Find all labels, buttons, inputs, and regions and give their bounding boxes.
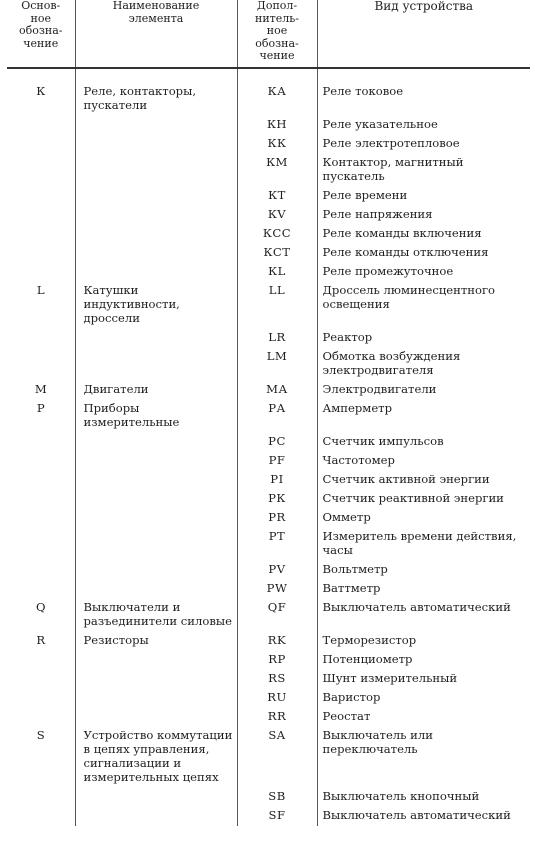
element-name-cell xyxy=(75,187,237,206)
element-name-cell xyxy=(75,329,237,348)
element-name-cell xyxy=(75,263,237,282)
additional-designation-cell: RR xyxy=(237,708,317,727)
main-designation-cell xyxy=(7,561,75,580)
device-type-cell: Реле команды включения xyxy=(317,225,530,244)
additional-designation-cell: КL xyxy=(237,263,317,282)
main-designation-cell xyxy=(7,670,75,689)
device-type-cell: Контактор, магнитный пускатель xyxy=(317,154,530,187)
device-type-cell: Выключатель автоматический xyxy=(317,599,530,632)
table-row xyxy=(7,116,530,135)
table-row xyxy=(7,263,530,282)
table-row xyxy=(7,727,530,788)
main-designation-cell xyxy=(7,348,75,381)
device-type-cell: Реле электротепловое xyxy=(317,135,530,154)
main-designation-cell xyxy=(7,452,75,471)
table-row xyxy=(7,83,530,116)
table-body xyxy=(7,68,530,826)
table-row xyxy=(7,561,530,580)
device-type-cell: Выключатель кнопочный xyxy=(317,788,530,807)
table-row xyxy=(7,509,530,528)
table-row xyxy=(7,206,530,225)
main-designation-cell xyxy=(7,225,75,244)
element-name-cell xyxy=(75,788,237,807)
main-designation-cell xyxy=(7,528,75,561)
additional-designation-cell: РF xyxy=(237,452,317,471)
table-row xyxy=(7,471,530,490)
device-type-cell: Электродвигатели xyxy=(317,381,530,400)
element-name-cell: Двигатели xyxy=(75,381,237,400)
additional-designation-cell: КСС xyxy=(237,225,317,244)
additional-designation-cell: РС xyxy=(237,433,317,452)
device-type-cell: Обмотка возбуждения электродвигателя xyxy=(317,348,530,381)
element-name-cell: Резисторы xyxy=(75,632,237,651)
additional-designation-cell: КМ xyxy=(237,154,317,187)
element-name-cell: Выключатели и разъединители силовые xyxy=(75,599,237,632)
device-type-cell: Ваттметр xyxy=(317,580,530,599)
table-row xyxy=(7,708,530,727)
device-type-cell: Частотомер xyxy=(317,452,530,471)
main-designation-cell: L xyxy=(36,282,45,297)
table-row xyxy=(7,689,530,708)
table-row xyxy=(7,807,530,826)
table-row xyxy=(7,154,530,187)
main-designation-cell xyxy=(7,263,75,282)
table-row xyxy=(7,788,530,807)
additional-designation-cell: RK xyxy=(237,632,317,651)
main-designation-cell xyxy=(7,509,75,528)
main-designation-cell xyxy=(7,807,75,826)
element-name-cell: Реле, контакторы, пускатели xyxy=(75,83,237,116)
additional-designation-cell: РА xyxy=(237,400,317,433)
table-row xyxy=(7,244,530,263)
element-name-cell: Устройство коммутации в цепях управления, сигнализации и измерительных цепях xyxy=(75,727,237,788)
additional-designation-cell: КV xyxy=(237,206,317,225)
main-designation-cell xyxy=(7,135,75,154)
main-designation-cell: R xyxy=(36,632,46,647)
element-name-cell xyxy=(75,471,237,490)
device-type-cell: Реле указательное xyxy=(317,116,530,135)
main-designation-cell xyxy=(7,206,75,225)
main-designation-cell xyxy=(7,116,75,135)
additional-designation-cell: РК xyxy=(237,490,317,509)
main-designation-cell xyxy=(7,651,75,670)
additional-designation-cell: QF xyxy=(237,599,317,632)
table-row xyxy=(7,187,530,206)
element-name-cell xyxy=(75,206,237,225)
table-header xyxy=(7,0,530,68)
additional-designation-cell: КК xyxy=(237,135,317,154)
element-name-cell xyxy=(75,689,237,708)
additional-designation-cell: SB xyxy=(237,788,317,807)
device-type-cell: Терморезистор xyxy=(317,632,530,651)
additional-designation-cell: RU xyxy=(237,689,317,708)
header-additional-designation: Допол- нитель- ное обозна- чение xyxy=(237,0,317,68)
main-designation-cell xyxy=(7,471,75,490)
table-row xyxy=(7,225,530,244)
table-row xyxy=(7,632,530,651)
device-type-cell: Вольтметр xyxy=(317,561,530,580)
element-name-cell: Катушки индуктивности, дроссели xyxy=(75,282,237,329)
additional-designation-cell: КН xyxy=(237,116,317,135)
table-row xyxy=(7,329,530,348)
device-type-cell: Измеритель времени действия, часы xyxy=(317,528,530,561)
additional-designation-cell: LL xyxy=(237,282,317,329)
additional-designation-cell: РV xyxy=(237,561,317,580)
main-designation-cell xyxy=(7,433,75,452)
element-name-cell xyxy=(75,561,237,580)
additional-designation-cell: LM xyxy=(237,348,317,381)
table-row xyxy=(7,599,530,632)
element-name-cell xyxy=(75,490,237,509)
device-type-cell: Варистор xyxy=(317,689,530,708)
device-type-cell: Реле напряжения xyxy=(317,206,530,225)
element-name-cell xyxy=(75,116,237,135)
main-designation-cell xyxy=(7,788,75,807)
table-row xyxy=(7,490,530,509)
main-designation-cell: К xyxy=(36,83,46,98)
device-type-cell: Счетчик активной энергии xyxy=(317,471,530,490)
additional-designation-cell: RS xyxy=(237,670,317,689)
additional-designation-cell: РI xyxy=(237,471,317,490)
table-row xyxy=(7,135,530,154)
table-row xyxy=(7,282,530,329)
device-type-cell: Счетчик реактивной энергии xyxy=(317,490,530,509)
main-designation-cell xyxy=(7,154,75,187)
main-designation-cell xyxy=(7,580,75,599)
element-name-cell xyxy=(75,651,237,670)
table-row xyxy=(7,651,530,670)
element-name-cell xyxy=(75,225,237,244)
main-designation-cell xyxy=(7,708,75,727)
additional-designation-cell: РТ xyxy=(237,528,317,561)
additional-designation-cell: SF xyxy=(237,807,317,826)
element-name-cell xyxy=(75,580,237,599)
device-type-cell: Реостат xyxy=(317,708,530,727)
additional-designation-cell: LR xyxy=(237,329,317,348)
main-designation-cell: Q xyxy=(35,599,46,614)
additional-designation-cell: РR xyxy=(237,509,317,528)
spacer-row xyxy=(7,68,530,83)
table-row xyxy=(7,433,530,452)
device-type-cell: Амперметр xyxy=(317,400,530,433)
header-element-name: Наименование элемента xyxy=(75,0,237,68)
main-designation-cell xyxy=(7,187,75,206)
table-row xyxy=(7,670,530,689)
device-type-cell: Счетчик импульсов xyxy=(317,433,530,452)
main-designation-cell xyxy=(7,490,75,509)
table-row xyxy=(7,528,530,561)
main-designation-cell: S xyxy=(36,727,45,742)
element-name-cell xyxy=(75,244,237,263)
table-row xyxy=(7,381,530,400)
element-name-cell xyxy=(75,708,237,727)
additional-designation-cell: КТ xyxy=(237,187,317,206)
main-designation-cell: Р xyxy=(36,400,45,415)
element-name-cell xyxy=(75,154,237,187)
element-name-cell xyxy=(75,670,237,689)
additional-designation-cell: РW xyxy=(237,580,317,599)
main-designation-cell xyxy=(7,689,75,708)
header-main-designation: Основ- ное обозна- чение xyxy=(7,0,75,68)
element-name-cell: Приборы измерительные xyxy=(75,400,237,433)
element-name-cell xyxy=(75,509,237,528)
element-name-cell xyxy=(75,528,237,561)
table-row xyxy=(7,580,530,599)
device-type-cell: Реле промежуточное xyxy=(317,263,530,282)
table-row xyxy=(7,400,530,433)
table-row xyxy=(7,348,530,381)
main-designation-cell xyxy=(7,244,75,263)
device-type-cell: Шунт измерительный xyxy=(317,670,530,689)
additional-designation-cell: МА xyxy=(237,381,317,400)
element-name-cell xyxy=(75,348,237,381)
device-type-cell: Выключатель автоматический xyxy=(317,807,530,826)
device-type-cell: Реактор xyxy=(317,329,530,348)
element-name-cell xyxy=(75,807,237,826)
element-name-cell xyxy=(75,433,237,452)
device-type-cell: Омметр xyxy=(317,509,530,528)
element-name-cell xyxy=(75,135,237,154)
header-device-type: Вид устройства xyxy=(317,0,530,68)
additional-designation-cell: КА xyxy=(237,83,317,116)
additional-designation-cell: RP xyxy=(237,651,317,670)
table-row xyxy=(7,452,530,471)
device-type-cell: Потенциометр xyxy=(317,651,530,670)
main-designation-cell xyxy=(7,329,75,348)
additional-designation-cell: КСТ xyxy=(237,244,317,263)
device-type-cell: Реле времени xyxy=(317,187,530,206)
device-type-cell: Реле токовое xyxy=(317,83,530,116)
designation-table xyxy=(7,0,530,826)
additional-designation-cell: SA xyxy=(237,727,317,788)
main-designation-cell: М xyxy=(34,381,47,396)
device-type-cell: Выключатель или переключатель xyxy=(317,727,530,788)
element-name-cell xyxy=(75,452,237,471)
device-type-cell: Дроссель люминесцентного освещения xyxy=(317,282,530,329)
device-type-cell: Реле команды отключения xyxy=(317,244,530,263)
